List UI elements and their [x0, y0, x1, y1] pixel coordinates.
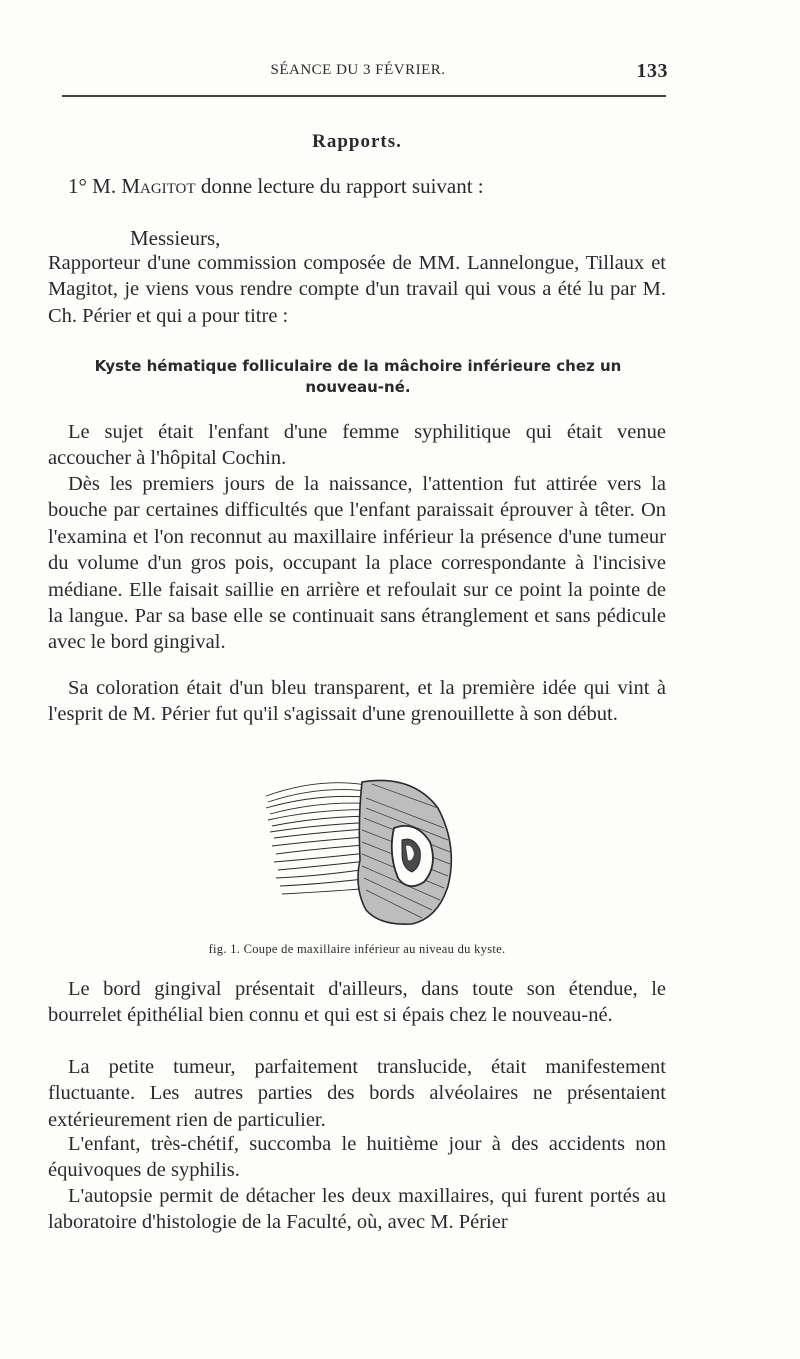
section-title: Rapports. — [312, 131, 402, 152]
header-rule — [62, 95, 666, 97]
paragraph-tumour: La petite tumeur, parfaitement translucide, était manifestement fluctuante. Les autres parties des bords alvéolaires ne présentaient extérieurement rien de particulier. — [48, 1056, 666, 1131]
salutation: Messieurs, — [130, 226, 221, 250]
running-title: SÉANCE DU 3 FÉVRIER. — [270, 62, 446, 78]
paragraph-intro: Rapporteur d'une commission composée de MM. Lannelongue, Tillaux et Magitot, je viens vous rendre compte d'un travail qui vous a été lu par M. Ch. Périer et qui a pour titre : — [48, 252, 666, 327]
running-head — [48, 60, 668, 84]
paragraph-first-days: Dès les premiers jours de la naissance, l'attention fut attirée vers la bouche par certaines difficultés que l'enfant paraissait éprouver à têter. On l'examina et l'on reconnut au maxillaire inférieur la présence d'une tumeur du volume d'un gros pois, occupant la place correspondante à l'incisive médiane. Elle faisait saillie en arrière et refoulait sur ce point la pointe de la langue. Par sa base elle se continuait sans étranglement et sans pédicule avec le bord gingival. — [48, 473, 666, 654]
lead-text: donne lecture du rapport suivant : — [200, 174, 484, 198]
paragraph-coloration: Sa coloration était d'un bleu transparent, et la première idée qui vint à l'esprit de M. Périer fut qu'il s'agissait d'une grenouillette à son début. — [48, 677, 666, 726]
paragraph-autopsy: L'autopsie permit de détacher les deux maxillaires, qui furent portés au laboratoire d'histologie de la Faculté, où, avec M. Périer — [48, 1185, 666, 1234]
lead-author: Magitot — [121, 174, 196, 198]
jaw-section-engraving-icon — [262, 768, 460, 926]
lead-line — [68, 174, 484, 199]
paper-subtitle: Kyste hématique folliculaire de la mâchoire inférieure chez un nouveau-né. — [94, 357, 622, 396]
page-number: 133 — [636, 60, 668, 82]
figure-caption: fig. 1. Coupe de maxillaire inférieur au niveau du kyste. — [208, 942, 506, 956]
paragraph-subject: Le sujet était l'enfant d'une femme syphilitique qui était venue accoucher à l'hôpital Cochin. — [48, 421, 666, 470]
paragraph-gingival: Le bord gingival présentait d'ailleurs, dans toute son étendue, le bourrelet épithélial bien connu et qui est si épais chez le nouveau-né. — [48, 978, 666, 1027]
figure-engraving — [262, 768, 460, 926]
paragraph-death: L'enfant, très-chétif, succomba le huitième jour à des accidents non équivoques de syphilis. — [48, 1133, 666, 1182]
lead-number: 1° M. — [68, 174, 117, 198]
